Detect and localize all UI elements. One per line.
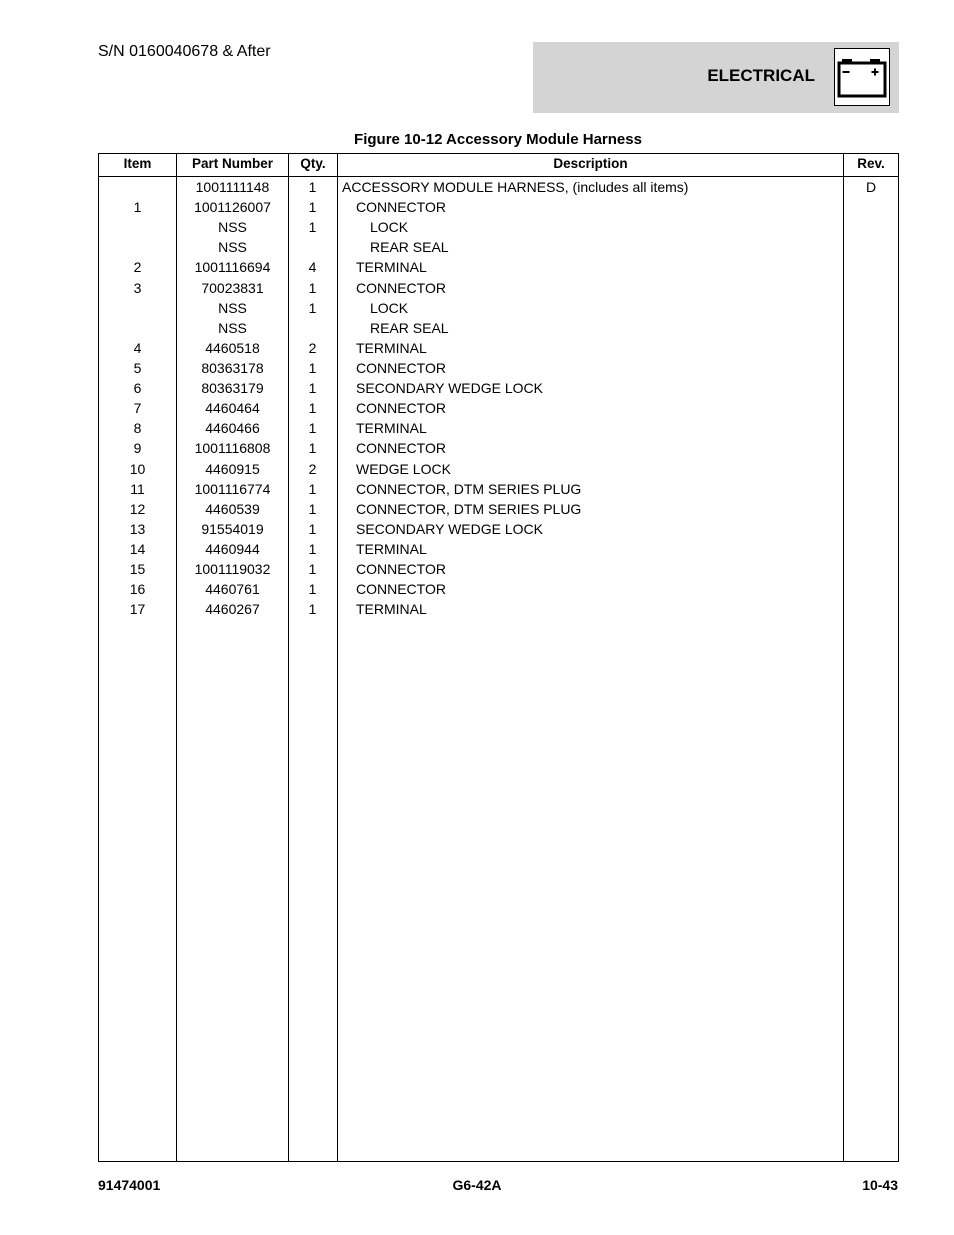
- table-row: [99, 197, 898, 217]
- part-number-cell: NSS: [218, 219, 247, 236]
- qty-cell: 1: [308, 400, 317, 417]
- description-cell: LOCK: [370, 219, 409, 236]
- table-row: [99, 298, 898, 318]
- qty-cell: 1: [308, 440, 317, 457]
- part-number-cell: 80363178: [201, 359, 264, 376]
- column-header-rev: Rev.: [857, 156, 885, 171]
- section-banner: [533, 42, 899, 113]
- parts-list: [99, 177, 898, 619]
- qty-cell: 1: [308, 601, 317, 618]
- description-cell: SECONDARY WEDGE LOCK: [356, 520, 543, 537]
- page-number: 10-43: [862, 1177, 898, 1193]
- qty-cell: 1: [308, 199, 317, 216]
- part-number-cell: 4460466: [205, 420, 260, 437]
- qty-cell: 1: [308, 500, 317, 517]
- table-row: [99, 177, 898, 197]
- description-cell: CONNECTOR: [356, 359, 446, 376]
- column-header-item: Item: [123, 156, 152, 171]
- description-cell: TERMINAL: [356, 601, 427, 618]
- part-number-cell: 4460464: [205, 400, 260, 417]
- description-cell: WEDGE LOCK: [356, 460, 451, 477]
- qty-cell: 1: [308, 279, 317, 296]
- table-row: [99, 519, 898, 539]
- description-cell: TERMINAL: [356, 339, 427, 356]
- item-cell: 8: [133, 420, 142, 437]
- part-number-cell: NSS: [218, 319, 247, 336]
- qty-cell: 1: [308, 179, 317, 195]
- table-row: [99, 257, 898, 277]
- description-cell: LOCK: [370, 299, 409, 316]
- part-number-cell: 91554019: [201, 520, 264, 537]
- qty-cell: 1: [308, 480, 317, 497]
- item-cell: 2: [133, 259, 142, 276]
- table-row: [99, 358, 898, 378]
- part-number-cell: 1001116774: [194, 480, 271, 497]
- part-number-cell: 4460944: [205, 540, 260, 557]
- part-number-cell: 80363179: [201, 380, 264, 397]
- table-row: [99, 318, 898, 338]
- description-cell: CONNECTOR, DTM SERIES PLUG: [356, 500, 582, 517]
- description-cell: TERMINAL: [356, 540, 427, 557]
- description-cell: TERMINAL: [356, 259, 427, 276]
- description-cell: CONNECTOR: [356, 440, 446, 457]
- rev-cell: D: [865, 179, 877, 195]
- part-number-cell: 1001126007: [194, 199, 271, 216]
- description-cell: ACCESSORY MODULE HARNESS, (includes all items): [342, 179, 689, 195]
- table-row: [99, 579, 898, 599]
- qty-cell: 1: [308, 299, 317, 316]
- part-number-cell: 4460518: [205, 339, 260, 356]
- section-title: ELECTRICAL: [707, 66, 815, 85]
- part-number-cell: 4460761: [205, 581, 260, 598]
- item-cell: 12: [129, 500, 146, 517]
- part-number-cell: 4460915: [205, 460, 260, 477]
- part-number-cell: 1001116694: [194, 259, 271, 276]
- description-cell: REAR SEAL: [370, 319, 449, 336]
- table-row: [99, 459, 898, 479]
- table-row: [99, 599, 898, 619]
- table-row: [99, 278, 898, 298]
- table-row: [99, 378, 898, 398]
- table-row: [99, 559, 898, 579]
- part-number-cell: 70023831: [201, 279, 264, 296]
- description-cell: CONNECTOR: [356, 561, 446, 578]
- item-cell: 17: [129, 601, 146, 618]
- column-header-part-number: Part Number: [191, 156, 274, 171]
- item-cell: 7: [133, 400, 142, 417]
- item-cell: 6: [133, 380, 142, 397]
- table-row: [99, 418, 898, 438]
- item-cell: 10: [129, 460, 146, 477]
- qty-cell: 1: [308, 420, 317, 437]
- description-cell: CONNECTOR: [356, 279, 446, 296]
- figure-title: Figure 10-12 Accessory Module Harness: [354, 131, 642, 148]
- battery-icon: [834, 48, 890, 106]
- part-number-cell: NSS: [218, 239, 247, 256]
- item-cell: 9: [133, 440, 142, 457]
- item-cell: 1: [133, 199, 142, 216]
- qty-cell: 1: [308, 380, 317, 397]
- qty-cell: 2: [308, 460, 317, 477]
- parts-table: [98, 153, 899, 1162]
- description-cell: CONNECTOR, DTM SERIES PLUG: [356, 480, 582, 497]
- qty-cell: 1: [308, 540, 317, 557]
- part-number-cell: 4460539: [205, 500, 260, 517]
- item-cell: 4: [133, 339, 142, 356]
- item-cell: 5: [133, 359, 142, 376]
- table-row: [99, 438, 898, 458]
- description-cell: CONNECTOR: [356, 581, 446, 598]
- part-number-cell: 1001111148: [195, 179, 270, 195]
- description-cell: REAR SEAL: [370, 239, 449, 256]
- table-row: [99, 479, 898, 499]
- item-cell: 3: [133, 279, 142, 296]
- item-cell: 13: [129, 520, 146, 537]
- column-header-description: Description: [553, 156, 628, 171]
- qty-cell: 4: [308, 259, 317, 276]
- model-number: G6-42A: [452, 1177, 502, 1193]
- part-number-cell: NSS: [218, 299, 247, 316]
- qty-cell: 1: [308, 359, 317, 376]
- document-number: 91474001: [98, 1177, 161, 1193]
- qty-cell: 1: [308, 581, 317, 598]
- table-row: [99, 217, 898, 237]
- description-cell: TERMINAL: [356, 420, 427, 437]
- description-cell: CONNECTOR: [356, 400, 446, 417]
- table-row: [99, 499, 898, 519]
- qty-cell: 1: [308, 561, 317, 578]
- description-cell: SECONDARY WEDGE LOCK: [356, 380, 543, 397]
- item-cell: 16: [129, 581, 146, 598]
- qty-cell: 1: [308, 520, 317, 537]
- qty-cell: 2: [308, 339, 317, 356]
- column-header-qty: Qty.: [300, 156, 326, 171]
- item-cell: 11: [130, 480, 145, 497]
- qty-cell: 1: [308, 219, 317, 236]
- table-row: [99, 338, 898, 358]
- table-row: [99, 237, 898, 257]
- description-cell: CONNECTOR: [356, 199, 446, 216]
- serial-number-range: S/N 0160040678 & After: [98, 43, 271, 60]
- table-row: [99, 398, 898, 418]
- part-number-cell: 1001116808: [194, 440, 271, 457]
- item-cell: 15: [129, 561, 146, 578]
- table-row: [99, 539, 898, 559]
- part-number-cell: 1001119032: [194, 561, 271, 578]
- part-number-cell: 4460267: [205, 601, 260, 618]
- item-cell: 14: [129, 540, 146, 557]
